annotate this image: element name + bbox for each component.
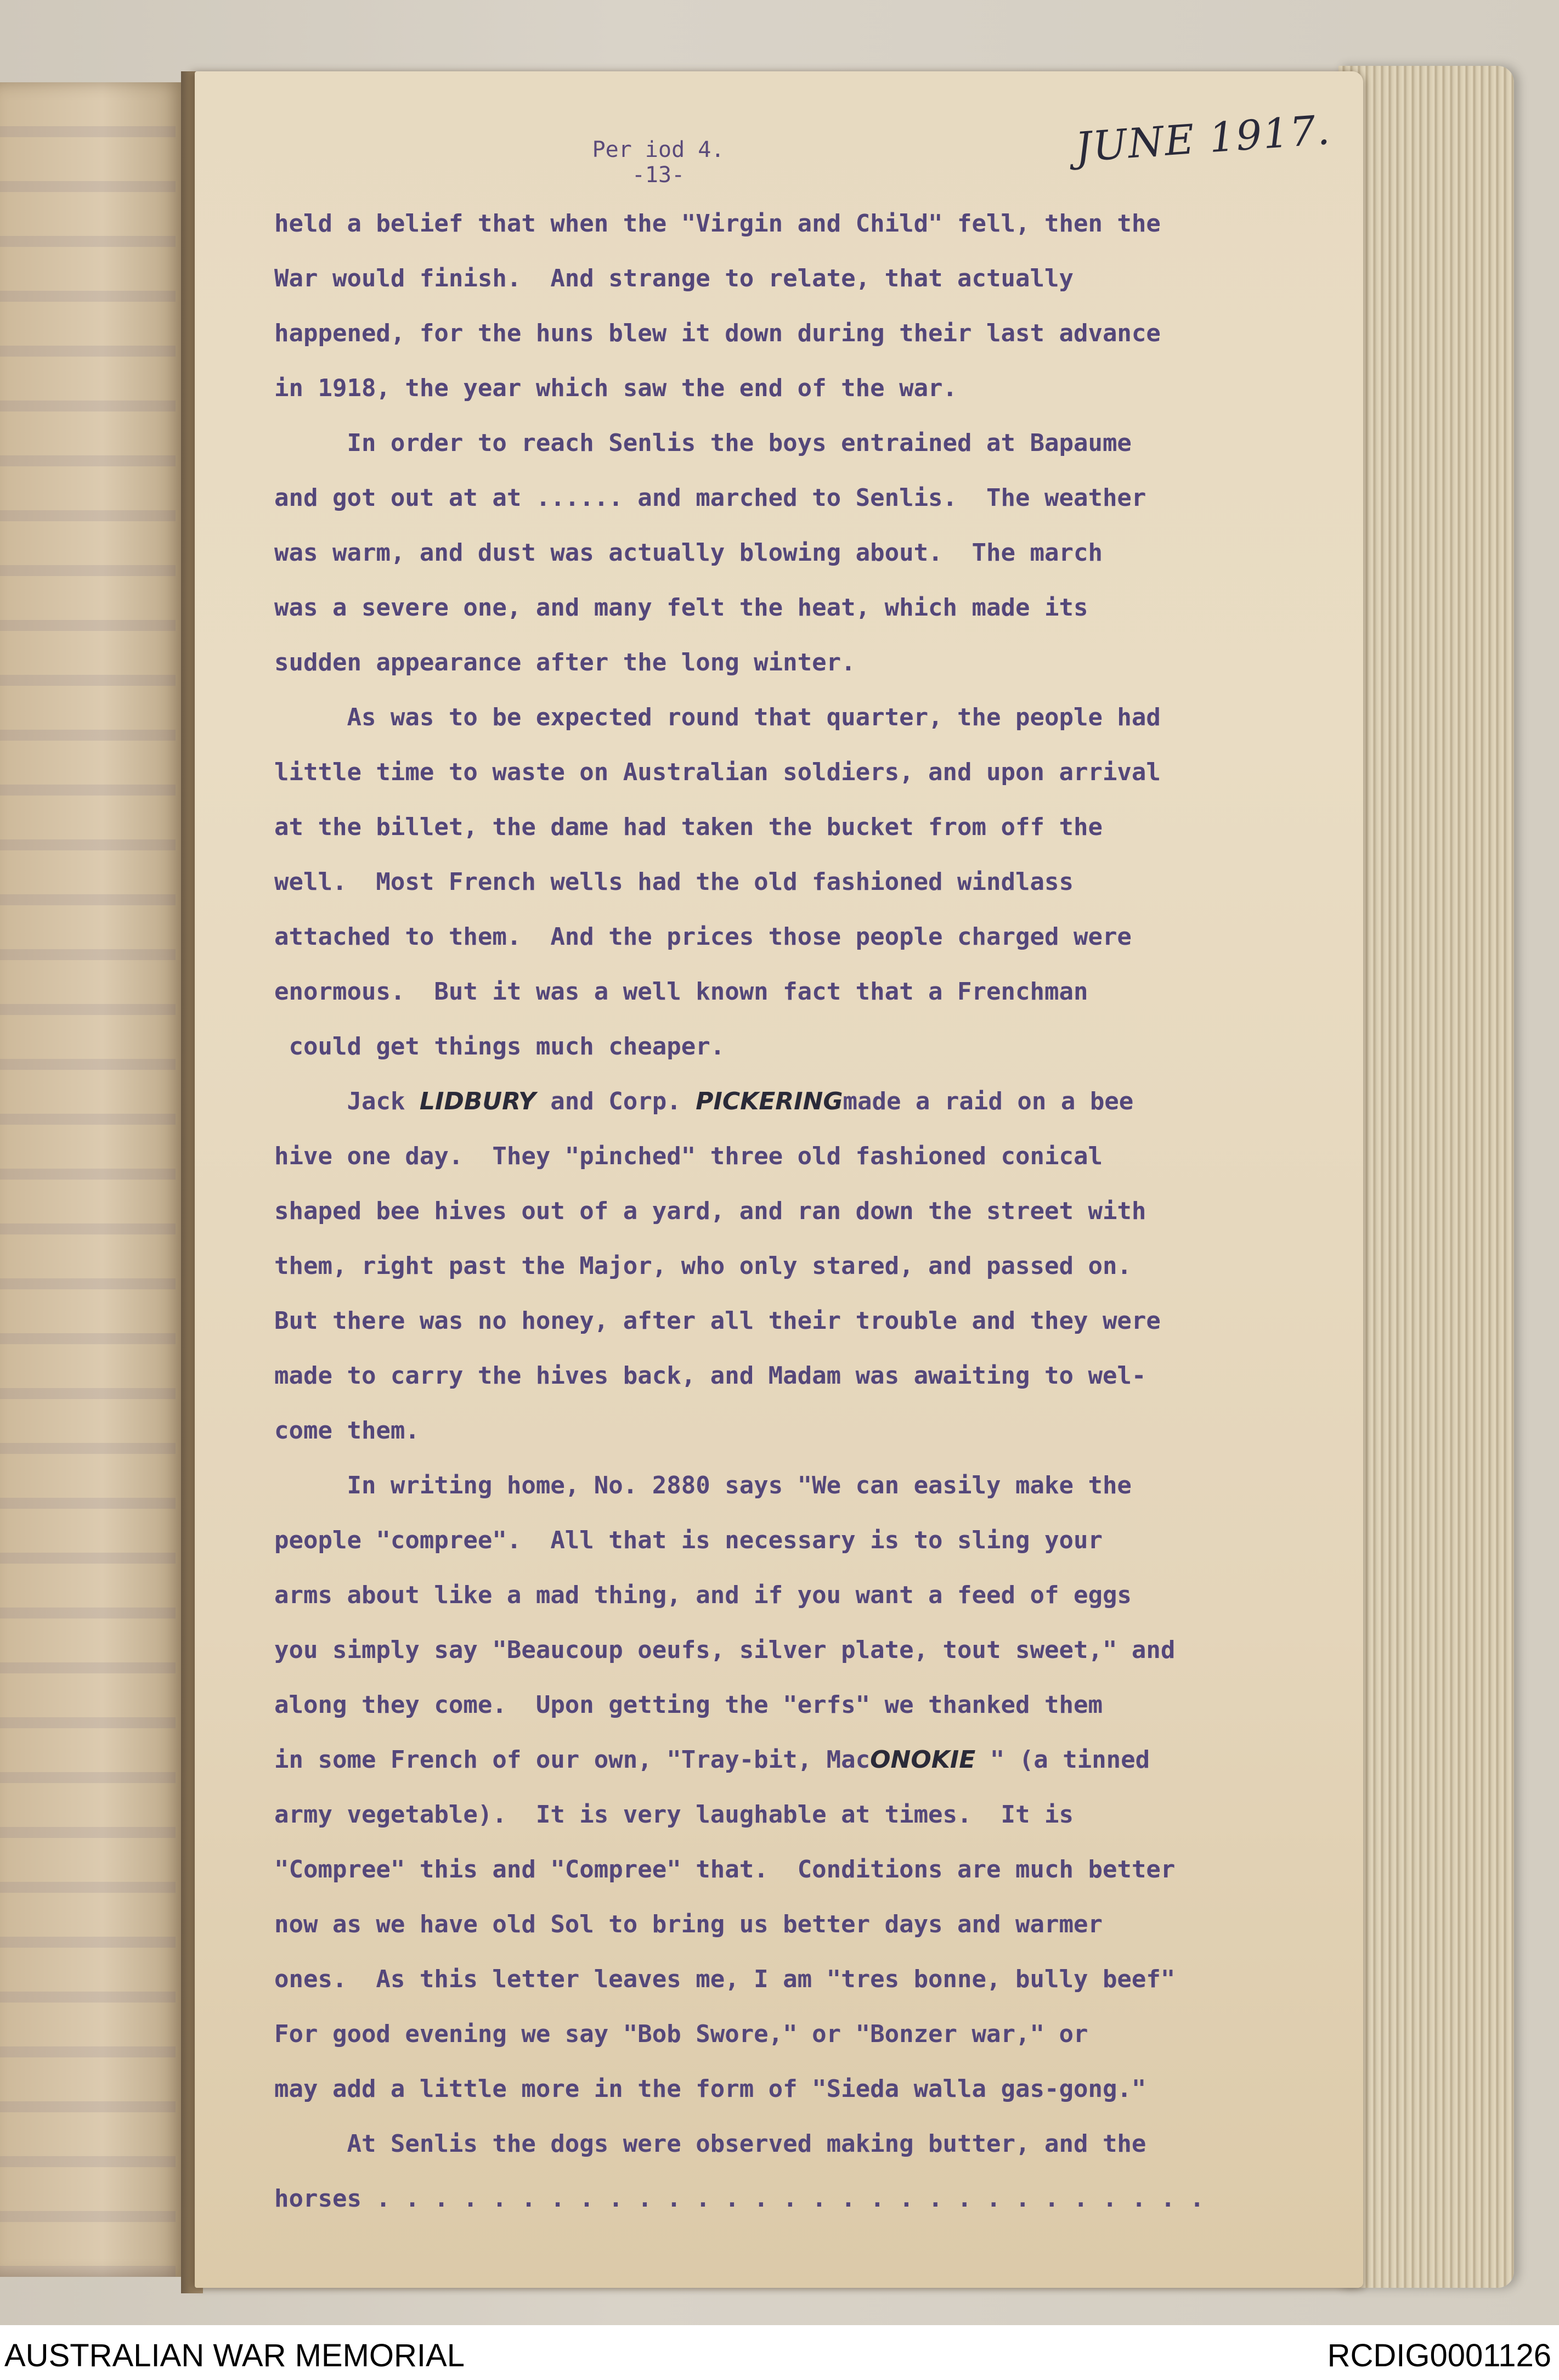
text-line: ones. As this letter leaves me, I am "tres bonne, bully beef"	[274, 1965, 1176, 1993]
text-line: people "compree". All that is necessary is to sling your	[274, 1526, 1103, 1554]
handwritten-date: JUNE 1917.	[1074, 106, 1332, 172]
archive-credit: AUSTRALIAN WAR MEMORIAL	[4, 2338, 465, 2373]
text-line: could get things much cheaper.	[274, 1033, 725, 1061]
text-line: along they come. Upon getting the "erfs" we thanked them	[274, 1691, 1103, 1719]
text-line: come them.	[274, 1417, 420, 1445]
text-line: was warm, and dust was actually blowing about. The march	[274, 539, 1103, 567]
text-line: may add a little more in the form of "Sieda walla gas-gong."	[274, 2075, 1146, 2103]
text-line-jack	[274, 1085, 1317, 1140]
text-line: In writing home, No. 2880 says "We can easily make the	[274, 1471, 1132, 1499]
text-line: hive one day. They "pinched" three old fashioned conical	[274, 1142, 1103, 1170]
text-line: made to carry the hives back, and Madam was awaiting to wel-	[274, 1362, 1146, 1390]
text-line: horses . . . . . . . . . . . . . . . . . . . . . . . . . . . . .	[274, 2185, 1205, 2213]
text-line: For good evening we say "Bob Swore," or "Bonzer war," or	[274, 2020, 1088, 2048]
text-line: was a severe one, and many felt the heat, which made its	[274, 594, 1088, 622]
handwritten-name-pickering: PICKERING	[696, 1087, 843, 1115]
text-line: "Compree" this and "Compree" that. Conditions are much better	[274, 1856, 1176, 1883]
text-line: shaped bee hives out of a yard, and ran down the street with	[274, 1197, 1146, 1225]
handwritten-name-lidbury: LIDBURY	[419, 1087, 536, 1115]
text-line: happened, for the huns blew it down during their last advance	[274, 319, 1161, 347]
page-edges	[1338, 66, 1514, 2288]
text-line-maconokie	[274, 1744, 1317, 1798]
text-line: in 1918, the year which saw the end of the war.	[274, 374, 958, 402]
text-line: arms about like a mad thing, and if you want a feed of eggs	[274, 1581, 1132, 1609]
typed-segment: " (a tinned	[975, 1746, 1150, 1774]
text-line: you simply say "Beaucoup oeufs, silver plate, tout sweet," and	[274, 1636, 1176, 1664]
typed-segment: and Corp.	[535, 1087, 696, 1115]
facing-page-left	[0, 82, 187, 2277]
text-line: As was to be expected round that quarter, the people had	[274, 703, 1161, 731]
page-number: -13-	[631, 162, 685, 188]
period-heading: Per iod 4.	[592, 137, 725, 162]
text-line: At Senlis the dogs were observed making butter, and the	[274, 2130, 1146, 2158]
text-line: well. Most French wells had the old fashioned windlass	[274, 868, 1074, 896]
text-line: But there was no honey, after all their trouble and they were	[274, 1307, 1161, 1335]
text-line: enormous. But it was a well known fact that a Frenchman	[274, 978, 1088, 1006]
facing-page-bleed	[0, 82, 176, 2277]
text-line: now as we have old Sol to bring us better days and warmer	[274, 1910, 1103, 1938]
typewritten-body	[274, 207, 1317, 2237]
text-line: and got out at at ...... and marched to Senlis. The weather	[274, 484, 1146, 512]
caption-bar	[0, 2325, 1559, 2380]
text-line: sudden appearance after the long winter.	[274, 648, 856, 676]
text-line: War would finish. And strange to relate, that actually	[274, 264, 1074, 292]
text-line: held a belief that when the "Virgin and Child" fell, then the	[274, 210, 1161, 238]
text-line: at the billet, the dame had taken the bucket from off the	[274, 813, 1103, 841]
text-line: them, right past the Major, who only stared, and passed on.	[274, 1252, 1132, 1280]
text-line: little time to waste on Australian soldiers, and upon arrival	[274, 758, 1161, 786]
typed-segment: in some French of our own, "Tray-bit, Mac	[274, 1746, 871, 1774]
handwritten-word-onokie: ONOKIE	[870, 1746, 976, 1774]
typed-segment: Jack	[274, 1087, 420, 1115]
typed-segment: made a raid on a bee	[843, 1087, 1134, 1115]
record-id: RCDIG0001126	[1327, 2338, 1551, 2373]
text-line: attached to them. And the prices those people charged were	[274, 923, 1132, 951]
page-header	[549, 137, 768, 188]
text-line: In order to reach Senlis the boys entrained at Bapaume	[274, 429, 1132, 457]
text-line: army vegetable). It is very laughable at times. It is	[274, 1801, 1074, 1829]
